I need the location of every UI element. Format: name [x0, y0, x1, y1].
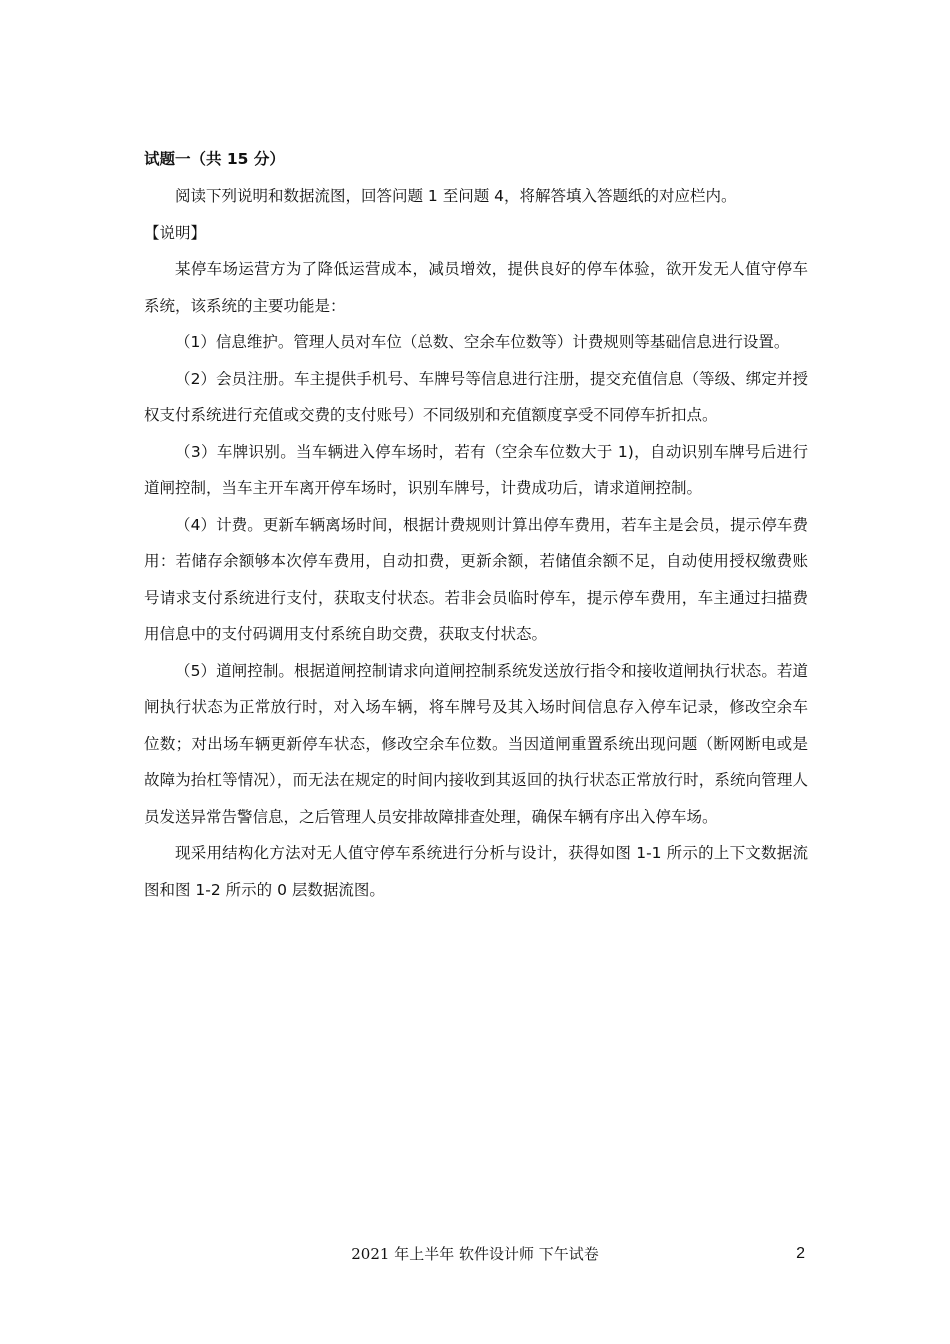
page-number: 2: [796, 1245, 805, 1262]
instruction-paragraph: 阅读下列说明和数据流图，回答问题 1 至问题 4，将解答填入答题纸的对应栏内。: [175, 187, 737, 205]
closing-paragraph: 现采用结构化方法对无人值守停车系统进行分析与设计，获得如图 1-1 所示的上下文数据流图和图 1-2 所示的 0 层数据流图。: [144, 844, 808, 899]
intro-paragraph: 某停车场运营方为了降低运营成本，减员增效，提供良好的停车体验，欲开发无人值守停车系统，该系统的主要功能是：: [144, 260, 808, 315]
item-info-maintenance: （1）信息维护。管理人员对车位（总数、空余车位数等）计费规则等基础信息进行设置。: [175, 333, 790, 351]
item-gate-control: （5）道闸控制。根据道闸控制请求向道闸控制系统发送放行指令和接收道闸执行状态。若道闸执行状态为正常放行时，对入场车辆，将车牌号及其入场时间信息存入停车记录，修改空余车位数；对出场车辆更新停车状态，修改空余车位数。当因道闸重置系统出现问题（断网断电或是故障为抬杠等情况），而无法在规定的时间内接收到其返回的执行状态正常放行时，系统向管理人员发送异常告警信息，之后管理人员安排故障排查处理，确保车辆有序出入停车场。: [144, 661, 808, 826]
section-label: 【说明】: [144, 223, 207, 242]
question-title: 试题一（共 15 分）: [144, 150, 285, 168]
page-footer: [0, 1242, 950, 1266]
item-plate-recognition: （3）车牌识别。当车辆进入停车场时，若有（空余车位数大于 1)，自动识别车牌号后进行道闸控制，当车主开车离开停车场时，识别车牌号，计费成功后，请求道闸控制。: [144, 442, 808, 497]
footer-title: 2021 年上半年 软件设计师 下午试卷: [351, 1245, 599, 1263]
item-billing: （4）计费。更新车辆离场时间，根据计费规则计算出停车费用，若车主是会员，提示停车费用：若储存余额够本次停车费用，自动扣费，更新余额，若储值余额不足，自动使用授权缴费账号请求支付系统进行支付，获取支付状态。若非会员临时停车，提示停车费用，车主通过扫描费用信息中的支付码调用支付系统自助交费，获取支付状态。: [144, 515, 808, 643]
item-member-registration: （2）会员注册。车主提供手机号、车牌号等信息进行注册，提交充值信息（等级、绑定并授权支付系统进行充值或交费的支付账号）不同级别和充值额度享受不同停车折扣点。: [144, 369, 808, 424]
question-body: [144, 140, 808, 908]
